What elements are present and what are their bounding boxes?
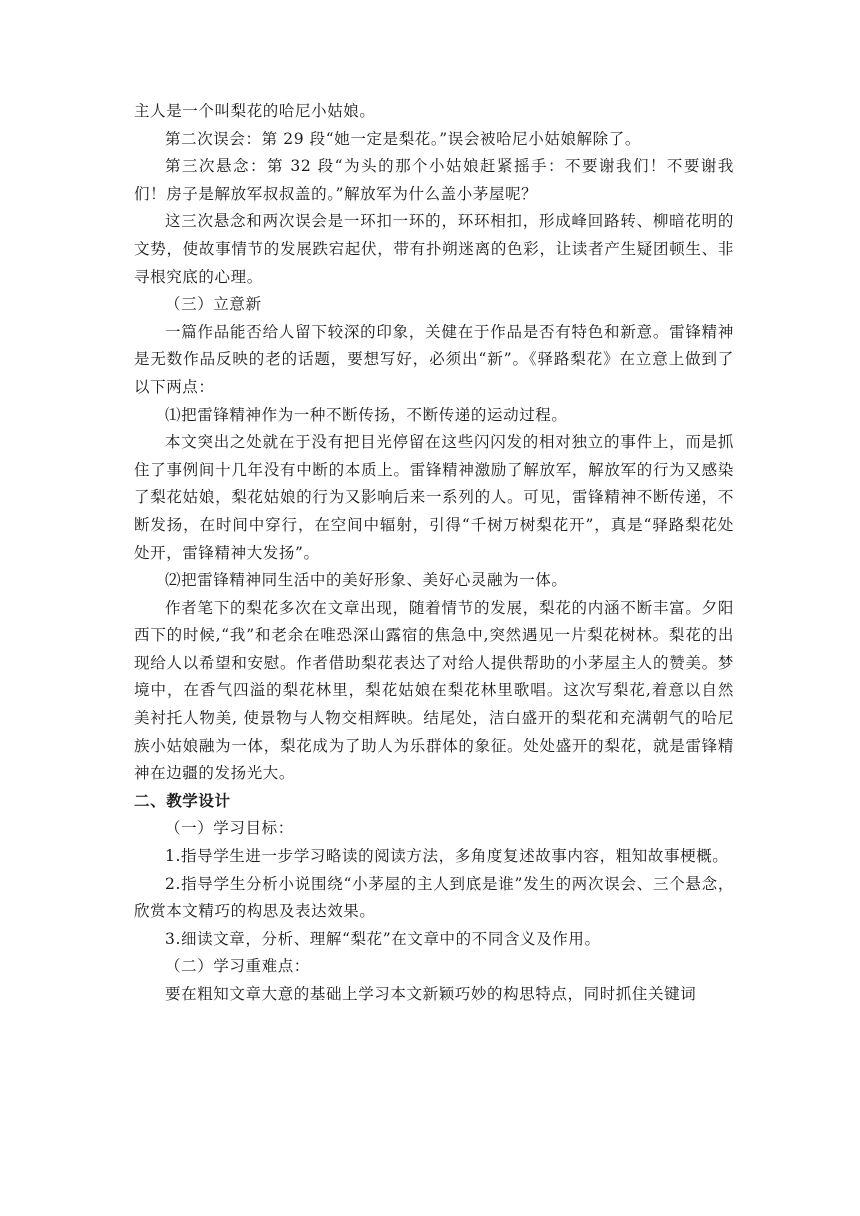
- section-heading-teaching-design: 二、教学设计: [134, 791, 231, 810]
- subheading-learning-goals: （一）学习目标：: [165, 819, 294, 838]
- paragraph-third-suspense: 第三次悬念：第 32 段“为头的那个小姑娘赶紧摇手：不要谢我们！不要谢我们！房子是解放军叔叔盖的。”解放军为什么盖小茅屋呢？: [134, 157, 734, 203]
- paragraph-subpoint-2-body: 作者笔下的梨花多次在文章出现，随着情节的发展，梨花的内涵不断丰富。夕阳西下的时候,“我”和老余在唯恐深山露宿的焦急中,突然遇见一片梨花树林。梨花的出现给人以希望和安慰。作者借助梨花表达了对给人提供帮助的小茅屋主人的赞美。梦境中，在香气四溢的梨花林里，梨花姑娘在梨花林里歌唱。这次写梨花,着意以自然美衬托人物美, 使景物与人物交相辉映。结尾处，洁白盛开的梨花和充满朝气的哈尼族小姑娘融为一体，梨花成为了助人为乐群体的象征。处处盛开的梨花，就是雷锋精神在边疆的发扬光大。: [134, 598, 734, 783]
- subheading-new-intent: （三）立意新: [165, 295, 262, 314]
- document-page: [134, 98, 734, 1009]
- paragraph-second-misunderstanding: 第二次误会：第 29 段“她一定是梨花。”误会被哈尼小姑娘解除了。: [165, 129, 641, 148]
- paragraph-key-points-body: 要在粗知文章大意的基础上学习本文新颖巧妙的构思特点，同时抓住关键词: [165, 985, 697, 1003]
- subpoint-2: ⑵把雷锋精神同生活中的美好形象、美好心灵融为一体。: [165, 571, 568, 590]
- paragraph-intent-intro: 一篇作品能否给人留下较深的印象，关健在于作品是否有特色和新意。雷锋精神是无数作品反映的老的话题，要想写好，必须出“新”。《驿路梨花》在立意上做到了以下两点：: [134, 322, 734, 396]
- goal-item-3: 3.细读文章，分析、理解“梨花”在文章中的不同含义及作用。: [165, 929, 601, 948]
- paragraph-subpoint-1-body: 本文突出之处就在于没有把目光停留在这些闪闪发的相对独立的事件上，而是抓住了事例间十几年没有中断的本质上。雷锋精神激励了解放军，解放军的行为又感染了梨花姑娘，梨花姑娘的行为又影响后来一系列的人。可见，雷锋精神不断传递，不断发扬，在时间中穿行，在空间中辐射，引得“千树万树梨花开”，真是“驿路梨花处处开，雷锋精神大发扬”。: [134, 433, 734, 562]
- subheading-key-points: （二）学习重难点：: [165, 957, 310, 976]
- paragraph-continuation: 主人是一个叫梨花的哈尼小姑娘。: [134, 102, 376, 120]
- paragraph-summary: 这三次悬念和两次误会是一环扣一环的，环环相扣，形成峰回路转、柳暗花明的文势，使故事情节的发展跌宕起伏，带有扑朔迷离的色彩，让读者产生疑团顿生、非寻根究底的心理。: [134, 212, 734, 286]
- goal-item-1: 1.指导学生进一步学习略读的阅读方法，多角度复述故事内容，粗知故事梗概。: [165, 847, 729, 866]
- goal-item-2: 2.指导学生分析小说围绕“小茅屋的主人到底是谁”发生的两次误会、三个悬念，欣赏本文精巧的构思及表达效果。: [134, 874, 734, 921]
- subpoint-1: ⑴把雷锋精神作为一种不断传扬，不断传递的运动过程。: [165, 405, 568, 424]
